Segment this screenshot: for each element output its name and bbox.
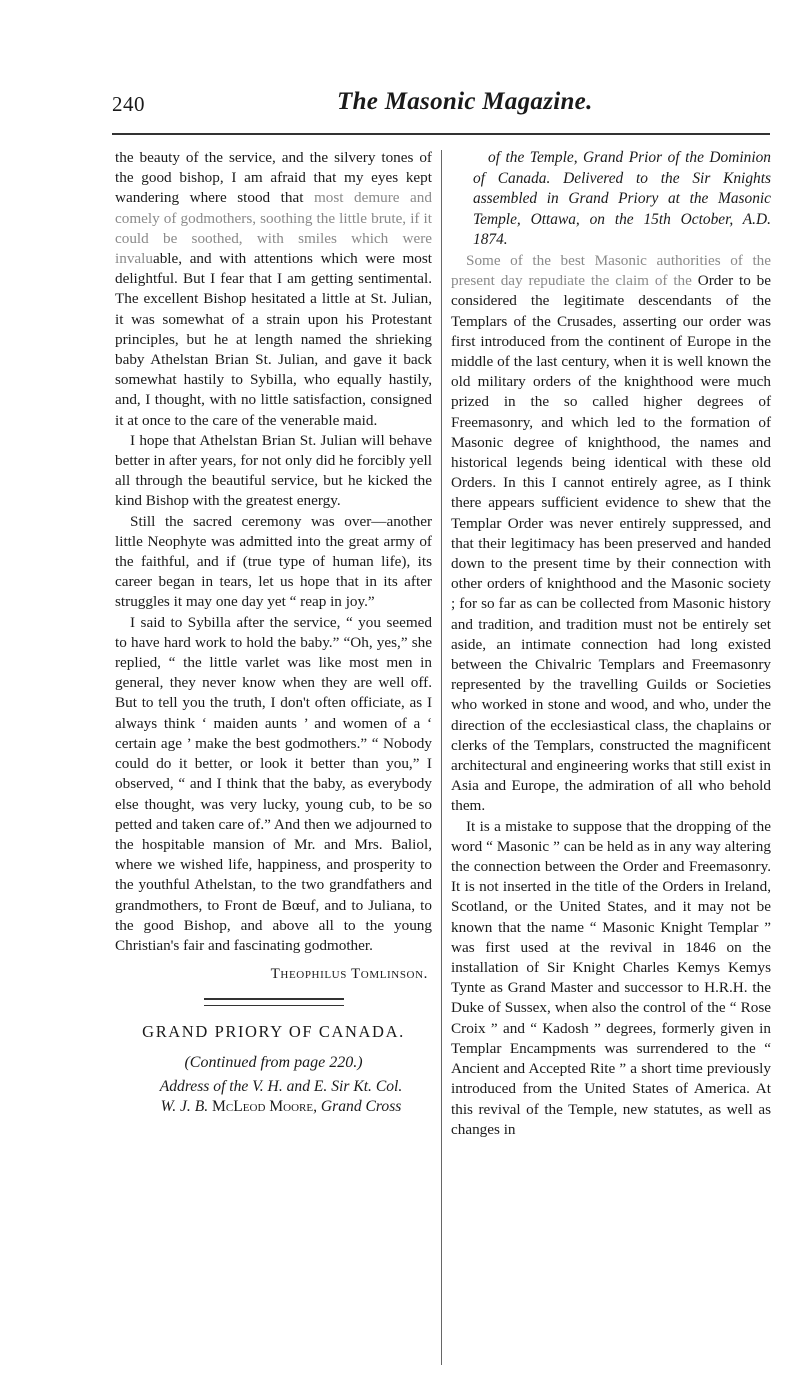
paragraph-text: the beauty of the service, and the silvery tones of the good bishop, I am afraid that my eyes kept wandering where stood that xyxy=(115,149,432,207)
address-name: McLeod Moore xyxy=(212,1097,314,1115)
paragraph: I hope that Athelstan Brian St. Julian will behave better in after years, for not only did he forcibly yell all through the beautiful service, but he kicked the kind Bishop with the greatest energy. xyxy=(115,431,432,510)
address-heading-line: Address of the V. H. and E. Sir Kt. Col. xyxy=(159,1077,403,1095)
section-divider xyxy=(204,998,344,1006)
column-divider xyxy=(441,150,442,1365)
paragraph: It is a mistake to suppose that the dropping of the word “ Masonic ” can be held as in any way altering the connection between the Order and Freemasonry. It is not inserted in the title of the Orders in Ireland, Scotland, or the United States, and it may not be known that the name “ Masonic Knight Templar ” was first used at the revival in 1846 on the installation of Sir Knight Charles Kemys Kemys Tynte as Grand Master and successor to H.R.H. the Duke of Sussex, when also the control of the “ Rose Croix ” and “ Kadosh ” degrees, formerly given in Templar Encampments was surrendered to the “ Ancient and Accepted Rite ” a short time previously introduced from the United States of America. At this revival of the Temple, new statutes, as well as changes in xyxy=(451,817,771,1138)
paragraph-text: able, and with attentions which were most delightful. But I fear that I am getting sentimental. The excellent Bishop hesitated a little at St. Julian, it was somewhat of a strain upon his Protestant principles, but he at length named the shrieking baby Athelstan Brian St. Julian, and gave it back somewhat hastily to Sybilla, who equally hastily, and, I thought, with no little satisfaction, consigned it at once to the care of the venerable maid. xyxy=(115,250,432,429)
paragraph-text: Order to be considered the legitimate descendants of the Templars of the Crusades, asserting our order was first introduced from the continent of Europe in the middle of the last century, when it is well known the old military orders of the knighthood were much prized in the so called higher degrees of Freemasonry, and which led to the formation of Masonic degree of knighthood, the names and historical legends being identical with these old Orders. In this I cannot entirely agree, as I think there appears sufficient evidence to shew that the Templar Order was never entirely suppressed, and that their legitimacy has been preserved and handed down to the present time by their connection with other orders of knighthood and the Masonic society ; for so far as can be collected from Masonic history and tradition, and tradition must not be entirely set aside, an intimate connection had long existed between the Chivalric Templars and Freemasonry represented by the travelling Guilds or Societies who worked in stone and wood, and who, under the direction of the ecclesiastical class, the chaplains or clerks of the Templars, constructed the magnificent architectural and engineering works that still exist in Asia and Europe, the admiration of all who behold them. xyxy=(451,272,771,815)
address-heading-line xyxy=(115,1097,432,1117)
left-column xyxy=(115,148,432,1117)
page-number: 240 xyxy=(112,92,145,116)
paragraph: Still the sacred ceremony was over—another little Neophyte was admitted into the great army of the faithful, and if (true type of human life), its career began in tears, let us hope that in its after struggles it may one day yet “ reap in joy.” xyxy=(115,512,432,611)
faded-text: Some of the best Masonic authorities of the present day repudiate the claim of the xyxy=(451,251,771,290)
page-header xyxy=(112,86,747,120)
right-column xyxy=(451,148,771,1140)
section-title: GRAND PRIORY OF CANADA. xyxy=(142,1022,405,1042)
faded-text: most demure and comely of godmothers, soothing the little brute, if it could be soothed, with smiles which were invalu xyxy=(115,189,432,268)
address-heading-continuation: of the Temple, Grand Prior of the Dominion of Canada. Delivered to the Sir Knights assembled in Grand Priory at the Masonic Temple, Ottawa, on the 15th October, A.D. 1874. xyxy=(473,149,771,249)
paragraph: I said to Sybilla after the service, “ you seemed to have hard work to hold the baby.” “Oh, yes,” she replied, “ the little varlet was like most men in general, they never know when they are well off. But to tell you the truth, I don't often officiate, as I always think ‘ maiden aunts ’ and women of a ‘ certain age ’ make the best godmothers.” “ Nobody could do it better, or look it better than you,” I observed, “ and I think that the baby, as everybody else thought, was very lucky, young cub, to be so petted and taken care of.” And then we adjourned to the hospitable mansion of Mr. and Mrs. Baliol, where we wished life, happiness, and prosperity to the youthful Athelstan, to the two grandfathers and grandmothers, to Front de Bœuf, and to Juliana, to the good Bishop, and above all to the young Christian's fair and fascinating godmother. xyxy=(115,613,432,954)
address-title: , Grand Cross xyxy=(313,1097,402,1115)
magazine-title: The Masonic Magazine. xyxy=(337,88,593,115)
paragraph xyxy=(115,148,432,431)
paragraph xyxy=(451,251,771,817)
header-rule xyxy=(112,133,770,135)
author-signature: Theophilus Tomlinson. xyxy=(270,966,428,983)
address-initials: W. J. B. xyxy=(160,1097,213,1115)
continued-note: (Continued from page 220.) xyxy=(184,1053,363,1071)
